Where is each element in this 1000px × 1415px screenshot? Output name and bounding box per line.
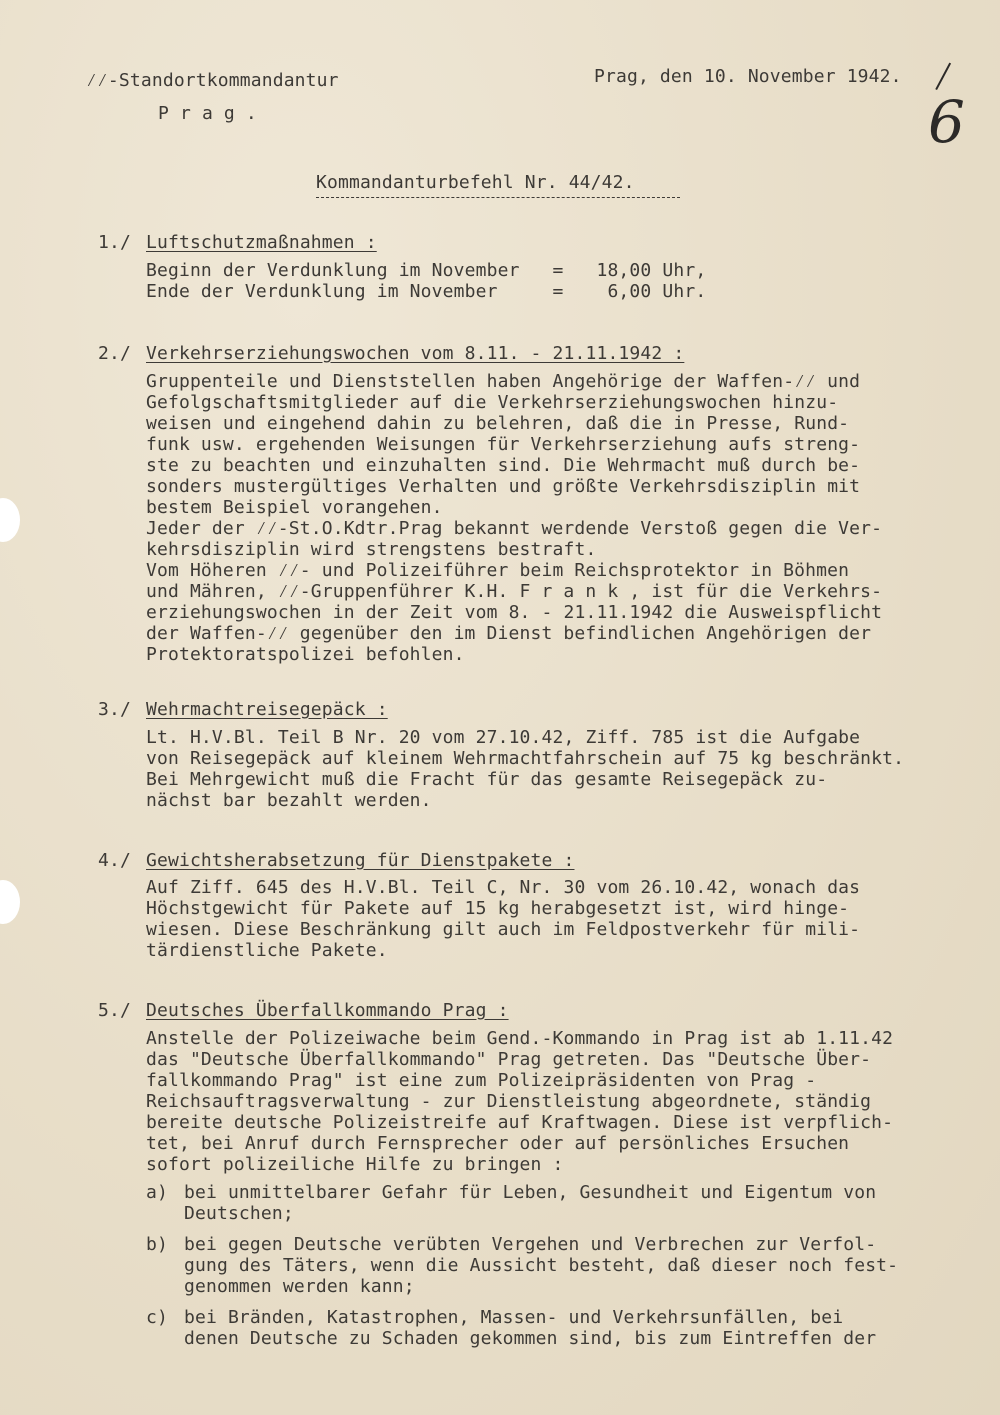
section-5-line: Anstelle der Polizeiwache beim Gend.-Kommando in Prag ist ab 1.11.42 bbox=[146, 1028, 894, 1049]
section-2-line: Jeder der ⁄⁄-St.O.Kdtr.Prag bekannt werdende Verstoß gegen die Ver- bbox=[146, 518, 883, 539]
section-2-line: Gefolgschaftsmitglieder auf die Verkehrserziehungswochen hinzu- bbox=[146, 392, 839, 413]
section-2-line: sonders mustergültiges Verhalten und größte Verkehrsdisziplin mit bbox=[146, 476, 861, 497]
section-3-line: Bei Mehrgewicht muß die Fracht für das gesamte Reisegepäck zu- bbox=[146, 769, 828, 790]
section-2-line: erziehungswochen in der Zeit vom 8. - 21.11.1942 die Ausweispflicht bbox=[146, 602, 883, 623]
list-item-line: bei Bränden, Katastrophen, Massen- und Verkehrsunfällen, bei bbox=[184, 1307, 844, 1328]
section-4-number: 4./ bbox=[98, 850, 131, 871]
section-3-line: von Reisegepäck auf kleinem Wehrmachtfahrschein auf 75 kg beschränkt. bbox=[146, 748, 905, 769]
list-item-label: b) bbox=[146, 1234, 168, 1255]
section-1-line: Beginn der Verdunklung im November = 18,00 Uhr, bbox=[146, 260, 707, 281]
section-2-number: 2./ bbox=[98, 343, 131, 364]
title-underline bbox=[316, 197, 680, 198]
order-title: Kommandanturbefehl Nr. 44/42. bbox=[316, 172, 635, 193]
list-item-label: c) bbox=[146, 1307, 168, 1328]
list-item-line: bei gegen Deutsche verübten Vergehen und Verbrechen zur Verfol- bbox=[184, 1234, 877, 1255]
list-item-line: bei unmittelbarer Gefahr für Leben, Gesundheit und Eigentum von bbox=[184, 1182, 877, 1203]
section-5-number: 5./ bbox=[98, 1000, 131, 1021]
punch-hole-bottom bbox=[0, 880, 20, 924]
section-1-number: 1./ bbox=[98, 232, 131, 253]
section-3-number: 3./ bbox=[98, 699, 131, 720]
section-5-line: sofort polizeiliche Hilfe zu bringen : bbox=[146, 1154, 564, 1175]
section-2-line: der Waffen-⁄⁄ gegenüber den im Dienst befindlichen Angehörigen der bbox=[146, 623, 872, 644]
section-3-heading: Wehrmachtreisegepäck : bbox=[146, 699, 388, 720]
section-2-line: kehrsdisziplin wird strengstens bestraft. bbox=[146, 539, 597, 560]
list-item-line: gung des Täters, wenn die Aussicht besteht, daß dieser noch fest- bbox=[184, 1255, 899, 1276]
section-2-line: bestem Beispiel vorangehen. bbox=[146, 497, 443, 518]
city-line: P r a g . bbox=[158, 103, 257, 124]
section-2-heading: Verkehrserziehungswochen vom 8.11. - 21.11.1942 : bbox=[146, 343, 685, 364]
section-4-line: Auf Ziff. 645 des H.V.Bl. Teil C, Nr. 30 vom 26.10.42, wonach das bbox=[146, 877, 861, 898]
section-5-line: fallkommando Prag" ist eine zum Polizeipräsidenten von Prag - bbox=[146, 1070, 817, 1091]
list-item-line: genommen werden kann; bbox=[184, 1276, 415, 1297]
list-item-line: Deutschen; bbox=[184, 1203, 294, 1224]
section-4-line: tärdienstliche Pakete. bbox=[146, 940, 388, 961]
section-2-line: funk usw. ergehenden Weisungen für Verkehrserziehung aufs streng- bbox=[146, 434, 861, 455]
section-2-line: Vom Höheren ⁄⁄- und Polizeiführer beim Reichsprotektor in Böhmen bbox=[146, 560, 850, 581]
section-4-line: Höchstgewicht für Pakete auf 15 kg herabgesetzt ist, wird hinge- bbox=[146, 898, 850, 919]
section-2-line: Protektoratspolizei befohlen. bbox=[146, 644, 465, 665]
section-5-line: bereite deutsche Polizeistreife auf Kraftwagen. Diese ist verpflich- bbox=[146, 1112, 894, 1133]
date-line: Prag, den 10. November 1942. bbox=[594, 66, 902, 87]
section-3-line: Lt. H.V.Bl. Teil B Nr. 20 vom 27.10.42, Ziff. 785 ist die Aufgabe bbox=[146, 727, 861, 748]
section-1-heading: Luftschutzmaßnahmen : bbox=[146, 232, 377, 253]
section-2-line: ste zu beachten und einzuhalten sind. Die Wehrmacht muß durch be- bbox=[146, 455, 861, 476]
section-2-line: Gruppenteile und Dienststellen haben Angehörige der Waffen-⁄⁄ und bbox=[146, 371, 861, 392]
section-1-line: Ende der Verdunklung im November = 6,00 Uhr. bbox=[146, 281, 707, 302]
section-4-line: wiesen. Diese Beschränkung gilt auch im Feldpostverkehr für mili- bbox=[146, 919, 861, 940]
section-3-line: nächst bar bezahlt werden. bbox=[146, 790, 432, 811]
section-2-line: weisen und eingehend dahin zu belehren, daß die in Presse, Rund- bbox=[146, 413, 850, 434]
section-5-heading: Deutsches Überfallkommando Prag : bbox=[146, 1000, 509, 1021]
handwritten-page-number: 6 bbox=[928, 88, 965, 156]
section-2-line: und Mähren, ⁄⁄-Gruppenführer K.H. F r a n k , ist für die Verkehrs- bbox=[146, 581, 883, 602]
list-item-label: a) bbox=[146, 1182, 168, 1203]
list-item-line: denen Deutsche zu Schaden gekommen sind, bis zum Eintreffen der bbox=[184, 1328, 877, 1349]
section-5-line: tet, bei Anruf durch Fernsprecher oder auf persönliches Ersuchen bbox=[146, 1133, 850, 1154]
punch-hole-top bbox=[0, 498, 20, 542]
office-line: ⁄⁄-Standortkommandantur bbox=[86, 70, 339, 91]
section-4-heading: Gewichtsherabsetzung für Dienstpakete : bbox=[146, 850, 575, 871]
section-5-line: Reichsauftragsverwaltung - zur Dienstleistung abgeordnete, ständig bbox=[146, 1091, 872, 1112]
section-5-line: das "Deutsche Überfallkommando" Prag getreten. Das "Deutsche Über- bbox=[146, 1049, 872, 1070]
